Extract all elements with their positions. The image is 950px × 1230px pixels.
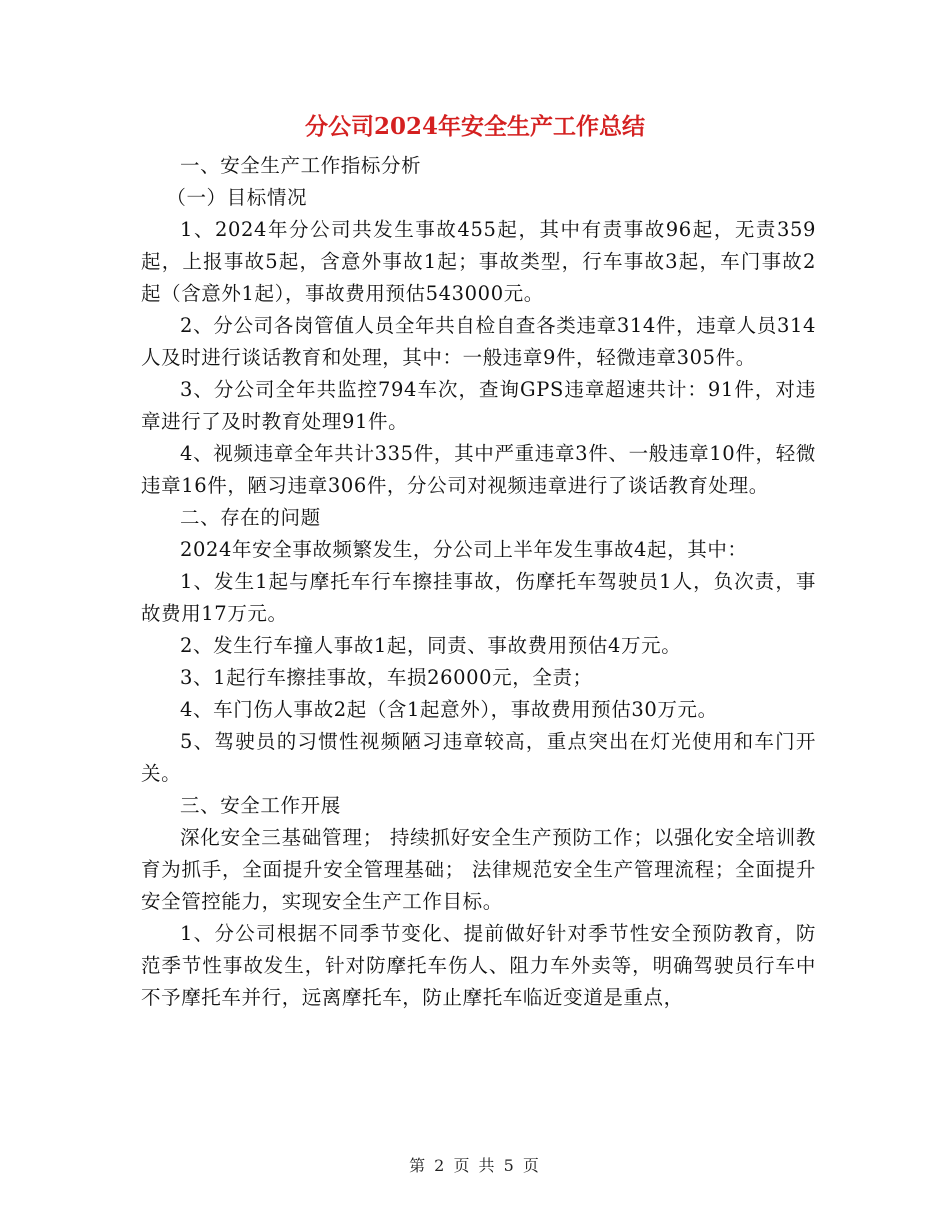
paragraph: 一、安全生产工作指标分析 [180,154,422,177]
paragraph: 1、分公司根据不同季节变化、提前做好针对季节性安全预防教育，防范季节性事故发生，针对防摩托车伤人、阻力车外卖等，明确驾驶员行车中不予摩托车并行，远离摩托车，防止摩托车临近变道是重点， [141,922,816,1009]
paragraph: 2024年安全事故频繁发生，分公司上半年发生事故4起，其中： [180,538,748,561]
page-number-footer: 第 2 页 共 5 页 [409,1156,541,1175]
paragraph: 1、2024年分公司共发生事故455起，其中有责事故96起，无责359起，上报事故5起，含意外事故1起；事故类型，行车事故3起，车门事故2起（含意外1起），事故费用预估543000元。 [141,218,816,305]
paragraph: 3、分公司全年共监控794车次，查询GPS违章超速共计：91件，对违章进行了及时教育处理91件。 [141,378,816,433]
document-title: 分公司2024年安全生产工作总结 [304,113,645,140]
paragraph: （一）目标情况 [166,186,308,209]
paragraph: 二、存在的问题 [180,506,321,529]
paragraph: 1、发生1起与摩托车行车擦挂事故，伤摩托车驾驶员1人，负次责，事故费用17万元。 [141,570,816,625]
paragraph: 三、安全工作开展 [180,794,341,817]
paragraph: 深化安全三基础管理； 持续抓好安全生产预防工作；以强化安全培训教育为抓手，全面提升安全管理基础； 法律规范安全生产管理流程；全面提升安全管控能力，实现安全生产工作目标。 [141,826,816,913]
paragraph: 5、驾驶员的习惯性视频陋习违章较高，重点突出在灯光使用和车门开关。 [141,730,816,785]
paragraph: 3、1起行车擦挂事故，车损26000元，全责； [180,666,593,689]
document-body [141,150,816,1014]
paragraph: 4、视频违章全年共计335件，其中严重违章3件、一般违章10件，轻微违章16件，陋习违章306件，分公司对视频违章进行了谈话教育处理。 [141,442,816,497]
paragraph: 2、发生行车撞人事故1起，同责、事故费用预估4万元。 [180,634,682,657]
paragraph: 2、分公司各岗管值人员全年共自检自查各类违章314件，违章人员314人及时进行谈话教育和处理，其中：一般违章9件，轻微违章305件。 [141,314,816,369]
paragraph: 4、车门伤人事故2起（含1起意外），事故费用预估30万元。 [180,698,718,721]
